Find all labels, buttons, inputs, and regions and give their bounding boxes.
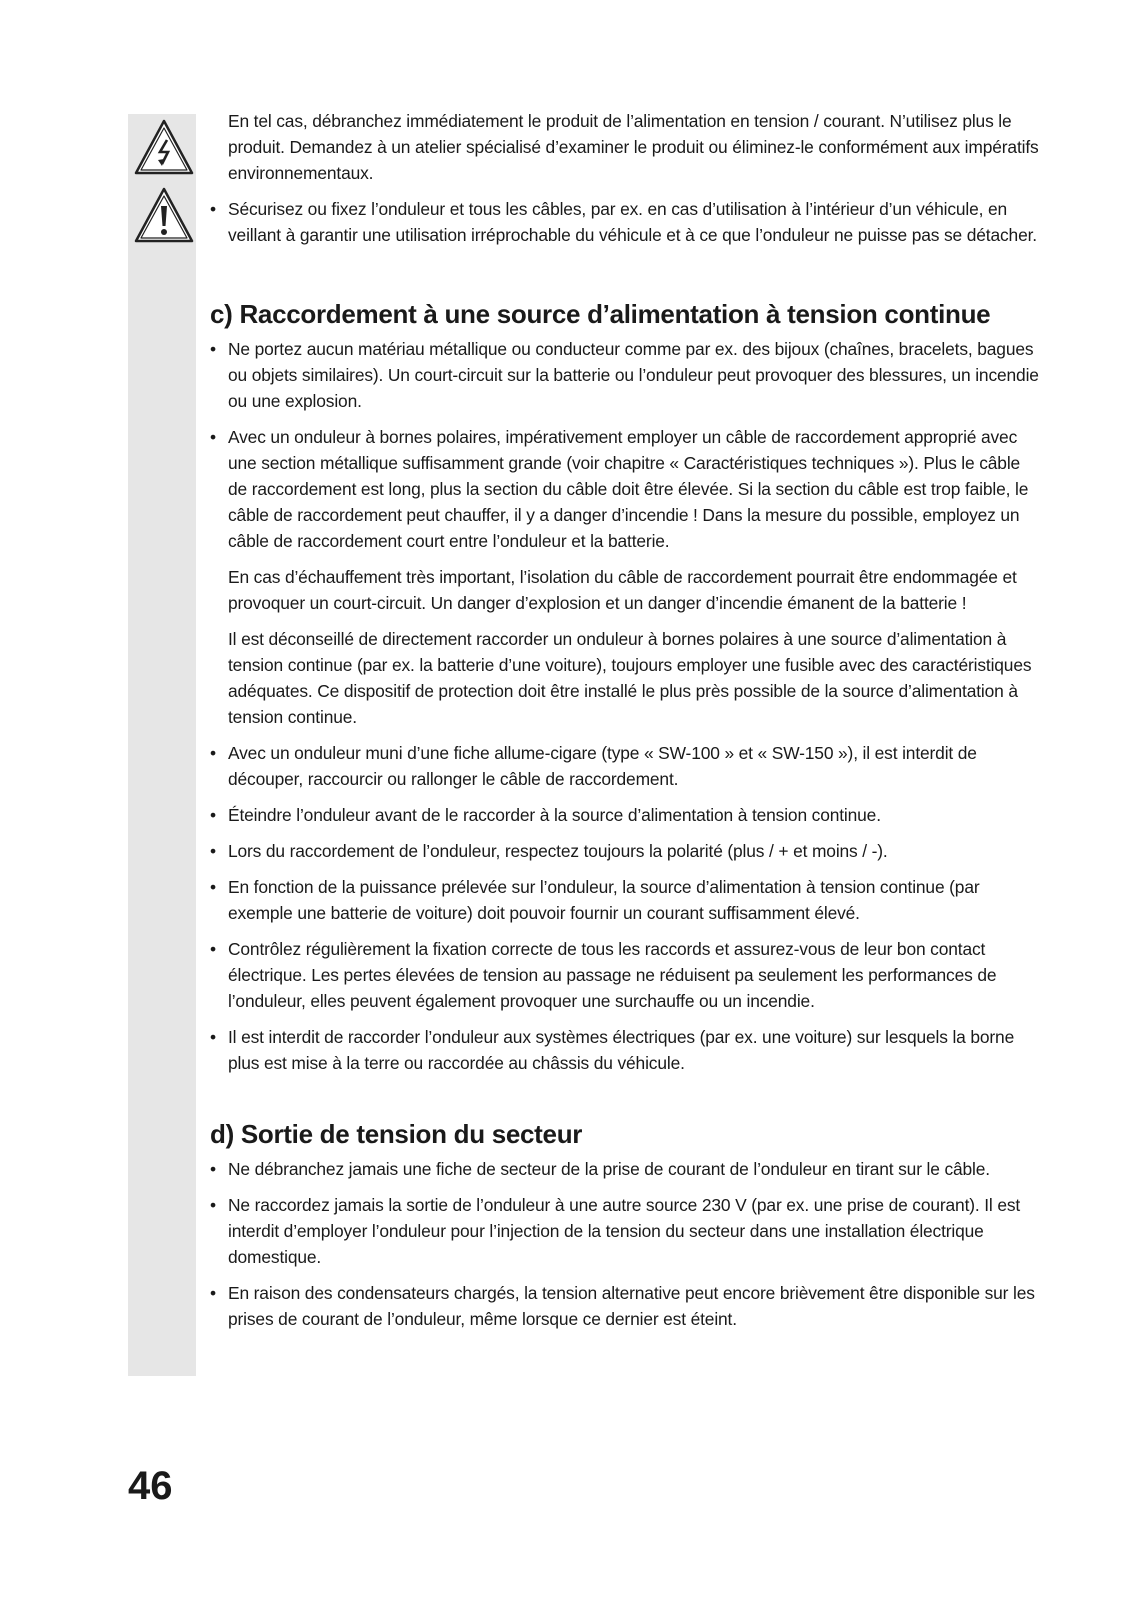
list-item xyxy=(210,740,1040,792)
list-item xyxy=(210,1192,1040,1270)
bullet-marker: • xyxy=(210,805,216,825)
list-item-text: Ne portez aucun matériau métallique ou conducteur comme par ex. des bijoux (chaînes, bracelets, bagues ou objets similaires). Un court-circuit sur la batterie ou l’onduleur peut provoquer des blessures, un incendie ou une explosion. xyxy=(228,339,1039,411)
intro-paragraph: En tel cas, débranchez immédiatement le produit de l’alimentation en tension / courant. N’utilisez plus le produit. Demandez à un atelier spécialisé d’examiner le produit ou éliminez-le conformément aux impératifs environnementaux. xyxy=(228,111,1039,183)
bullet-marker: • xyxy=(210,339,216,359)
bullet-marker: • xyxy=(210,1195,216,1215)
list-item xyxy=(210,1280,1040,1332)
list-item-text: Sécurisez ou fixez l’onduleur et tous les câbles, par ex. en cas d’utilisation à l’intérieur d’un véhicule, en veillant à garantir une utilisation irréprochable du véhicule et à ce que l’onduleur ne puisse pas se détacher. xyxy=(228,199,1037,245)
section-heading-d: d) Sortie de tension du secteur xyxy=(210,1119,583,1149)
bullet-marker: • xyxy=(210,939,216,959)
page-number: 46 xyxy=(128,1464,173,1508)
bullet-marker: • xyxy=(210,1283,216,1303)
electrical-hazard-icon xyxy=(133,118,195,176)
list-item xyxy=(210,336,1040,414)
list-item xyxy=(210,838,1040,864)
list-item xyxy=(210,424,1040,730)
bullet-marker: • xyxy=(210,1027,216,1047)
list-item xyxy=(210,802,1040,828)
bullet-marker: • xyxy=(210,877,216,897)
list-item-text: Ne raccordez jamais la sortie de l’onduleur à une autre source 230 V (par ex. une prise de courant). Il est interdit d’employer l’onduleur pour l’injection de la tension du secteur dans une installation électrique domestique. xyxy=(228,1195,1021,1267)
list-item-text: En raison des condensateurs chargés, la tension alternative peut encore brièvement être disponible sur les prises de courant de l’onduleur, même lorsque ce dernier est éteint. xyxy=(228,1283,1035,1329)
list-item-subparagraph: Il est déconseillé de directement raccorder un onduleur à bornes polaires à une source d’alimentation à tension continue (par ex. la batterie d’une voiture), toujours employer une fusible avec des caractéristiques adéquates. Ce dispositif de protection doit être installé le plus près possible de la source d’alimentation à tension continue. xyxy=(228,629,1032,727)
list-item-text: En fonction de la puissance prélevée sur l’onduleur, la source d’alimentation à tension continue (par exemple une batterie de voiture) doit pouvoir fournir un courant suffisamment élevé. xyxy=(228,877,980,923)
page-content xyxy=(210,108,1040,1342)
list-item-text: Ne débranchez jamais une fiche de secteur de la prise de courant de l’onduleur en tirant sur le câble. xyxy=(228,1159,990,1179)
list-item xyxy=(210,1156,1040,1182)
list-item-text: Contrôlez régulièrement la fixation correcte de tous les raccords et assurez-vous de leur bon contact électrique. Les pertes élevées de tension au passage ne réduisent pa seulement les performances de l’onduleur, elles peuvent également provoquer une surchauffe ou un incendie. xyxy=(228,939,997,1011)
bullet-marker: • xyxy=(210,1159,216,1179)
bullet-marker: • xyxy=(210,841,216,861)
list-item-text: Lors du raccordement de l’onduleur, respectez toujours la polarité (plus / + et moins / -). xyxy=(228,841,888,861)
list-item xyxy=(210,1024,1040,1076)
bullet-marker: • xyxy=(210,199,216,219)
warning-sidebar xyxy=(128,114,196,1376)
bullet-marker: • xyxy=(210,743,216,763)
list-item-text: Il est interdit de raccorder l’onduleur aux systèmes électriques (par ex. une voiture) sur lesquels la borne plus est mise à la terre ou raccordée au châssis du véhicule. xyxy=(228,1027,1015,1073)
list-item xyxy=(210,874,1040,926)
list-item xyxy=(210,936,1040,1014)
list-item-text: Avec un onduleur à bornes polaires, impérativement employer un câble de raccordement approprié avec une section métallique suffisamment grande (voir chapitre « Caractéristiques techniques »). Plus le câble de raccordement est long, plus la section du câble doit être élevée. Si la section du câble est trop faible, le câble de raccordement peut chauffer, il y a danger d’incendie ! Dans la mesure du possible, employez un câble de raccordement court entre l’onduleur et la batterie. xyxy=(228,427,1029,551)
list-item-text: Éteindre l’onduleur avant de le raccorder à la source d’alimentation à tension continue. xyxy=(228,805,881,825)
list-item-subparagraph: En cas d’échauffement très important, l’isolation du câble de raccordement pourrait être endommagée et provoquer un court-circuit. Un danger d’explosion et un danger d’incendie émanent de la batterie ! xyxy=(228,567,1017,613)
list-item xyxy=(210,196,1040,248)
section-heading-c: c) Raccordement à une source d’alimentation à tension continue xyxy=(210,299,991,329)
warning-exclamation-icon xyxy=(133,186,195,244)
list-item-text: Avec un onduleur muni d’une fiche allume-cigare (type « SW-100 » et « SW-150 »), il est interdit de découper, raccourcir ou rallonger le câble de raccordement. xyxy=(228,743,977,789)
bullet-marker: • xyxy=(210,427,216,447)
